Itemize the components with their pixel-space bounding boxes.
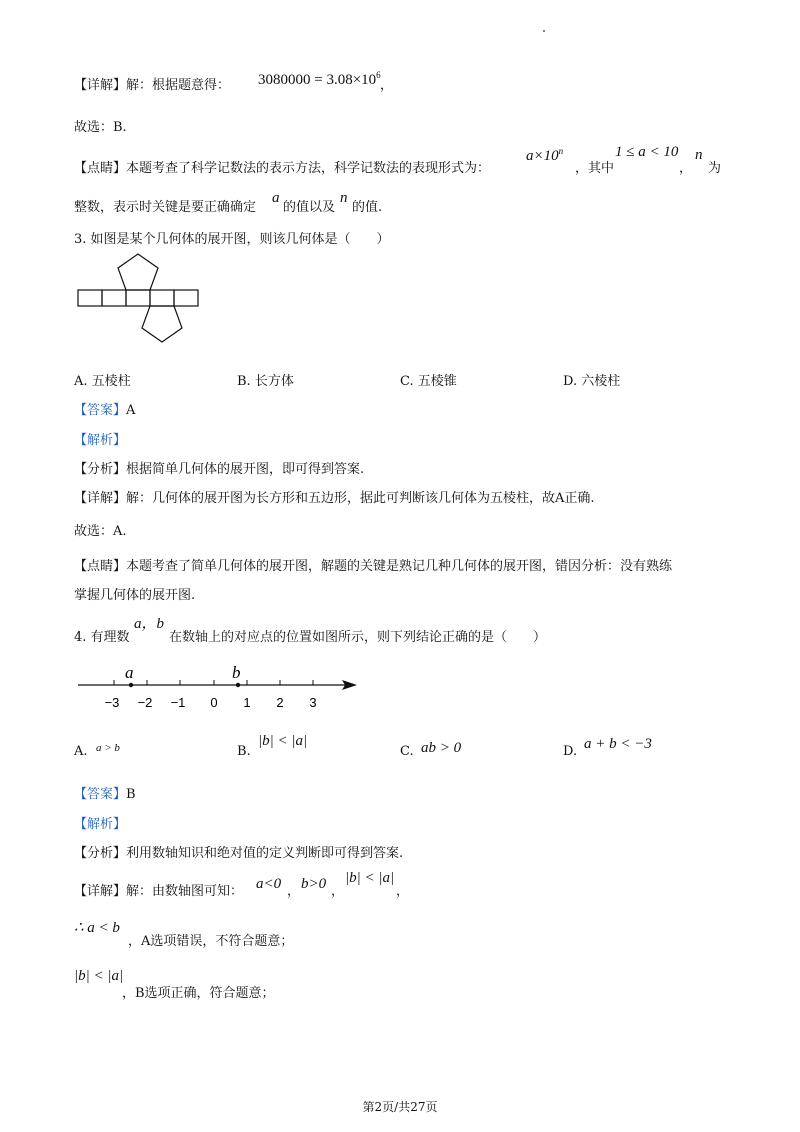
number-line-figure bbox=[74, 660, 364, 720]
q4-option-a-math: a > b bbox=[96, 742, 120, 754]
q4-option-d-math: a + b < −3 bbox=[584, 736, 652, 752]
conclusion-text: ，A选项错误，不符合题意； bbox=[128, 934, 294, 949]
analysis-label-q3: 【解析】 bbox=[74, 433, 127, 448]
net-rect-3 bbox=[126, 290, 150, 306]
math-expression: |b| < |a| bbox=[74, 968, 124, 984]
math-expression: 1 ≤ a < 10 bbox=[615, 144, 679, 160]
q4-option-b-math: |b| < |a| bbox=[258, 733, 308, 749]
punctuation: ， bbox=[380, 78, 394, 93]
answer-line-q4: 【答案】B bbox=[74, 787, 136, 802]
analysis-label-q4: 【解析】 bbox=[74, 817, 127, 832]
question-4-text: 4. 有理数 bbox=[74, 630, 130, 645]
net-pentagon-bottom bbox=[142, 306, 182, 342]
tick-label: 1 bbox=[243, 695, 251, 710]
net-rect-1 bbox=[78, 290, 102, 306]
answer-choice-line: 故选：B. bbox=[74, 120, 127, 135]
math-expression: a<0 bbox=[256, 876, 282, 892]
net-rect-5 bbox=[174, 290, 198, 306]
net-pentagon-top bbox=[118, 254, 158, 290]
corner-mark bbox=[543, 30, 545, 32]
conclusion-text: ，B选项正确，符合题意； bbox=[122, 986, 275, 1001]
point-b bbox=[236, 683, 240, 687]
detail-text-q3: 【详解】解：几何体的展开图为长方形和五边形，据此可判断该几何体为五棱柱，故A正确. bbox=[74, 491, 595, 506]
answer-line-q3: 【答案】A bbox=[74, 403, 136, 418]
math-expression: ∴ a < b bbox=[74, 920, 120, 936]
math-expression: n bbox=[695, 147, 703, 163]
q3-option-d: D. 六棱柱 bbox=[563, 374, 621, 389]
net-rect-4 bbox=[150, 290, 174, 306]
tick-label: 2 bbox=[276, 695, 284, 710]
remark-text: 为 bbox=[708, 161, 722, 176]
punctuation: ， bbox=[396, 884, 410, 899]
prism-net-figure bbox=[72, 250, 207, 348]
punctuation: ， bbox=[287, 884, 301, 899]
page-footer: 第2页/共27页 bbox=[362, 1100, 438, 1114]
math-expression: $3080000 = 3.08\times 10^6$ bbox=[258, 70, 381, 88]
math-expression: $a\times 10^n$ bbox=[526, 146, 564, 164]
q4-option-c-letter: C. bbox=[400, 744, 414, 759]
question-3-text: 3. 如图是某个几何体的展开图，则该几何体是（ ） bbox=[74, 232, 390, 247]
q4-option-b-letter: B. bbox=[237, 744, 251, 759]
point-a bbox=[129, 683, 133, 687]
punctuation: ， bbox=[331, 884, 345, 899]
math-expression: a，b bbox=[134, 616, 165, 632]
q3-option-b: B. 长方体 bbox=[237, 374, 294, 389]
tick-label: 0 bbox=[210, 695, 218, 710]
remark-text-q3: 掌握几何体的展开图. bbox=[74, 588, 196, 603]
point-a-label: a bbox=[125, 663, 134, 682]
tick-label: −1 bbox=[170, 695, 186, 710]
remark-text: 【点睛】本题考查了科学记数法的表示方法，科学记数法的表现形式为： bbox=[74, 161, 491, 176]
q4-option-d-letter: D. bbox=[563, 744, 578, 759]
detail-label-q2: 【详解】解：根据题意得： bbox=[74, 78, 231, 93]
tick-label: −3 bbox=[104, 695, 120, 710]
math-expression: a bbox=[272, 190, 280, 206]
remark-text: 整数，表示时关键是要正确确定 bbox=[74, 200, 257, 215]
remark-text: 的值. bbox=[352, 200, 383, 215]
punctuation: ， bbox=[679, 161, 693, 176]
q4-option-c-math: ab > 0 bbox=[421, 740, 462, 756]
math-expression: |b| < |a| bbox=[345, 870, 395, 886]
net-rect-2 bbox=[102, 290, 126, 306]
remark-text-q3: 【点睛】本题考查了简单几何体的展开图，解题的关键是熟记几种几何体的展开图，错因分析：没有熟练 bbox=[74, 559, 673, 574]
question-4-text: 在数轴上的对应点的位置如图所示，则下列结论正确的是（ ） bbox=[169, 630, 547, 645]
q3-option-a: A. 五棱柱 bbox=[74, 374, 131, 389]
detail-text-q4: 【详解】解：由数轴图可知： bbox=[74, 884, 244, 899]
analysis-text-q3: 【分析】根据简单几何体的展开图，即可得到答案. bbox=[74, 462, 365, 477]
point-b-label: b bbox=[232, 663, 241, 682]
remark-text: ，其中 bbox=[575, 161, 615, 176]
math-expression: b>0 bbox=[301, 876, 327, 892]
remark-text: 的值以及 bbox=[283, 200, 336, 215]
q3-option-c: C. 五棱锥 bbox=[400, 374, 457, 389]
tick-label: −2 bbox=[137, 695, 153, 710]
answer-choice-line: 故选：A. bbox=[74, 524, 127, 539]
math-expression: n bbox=[340, 190, 348, 206]
analysis-text-q4: 【分析】利用数轴知识和绝对值的定义判断即可得到答案. bbox=[74, 846, 404, 861]
tick-label: 3 bbox=[309, 695, 317, 710]
q4-option-a-letter: A. bbox=[74, 744, 88, 759]
